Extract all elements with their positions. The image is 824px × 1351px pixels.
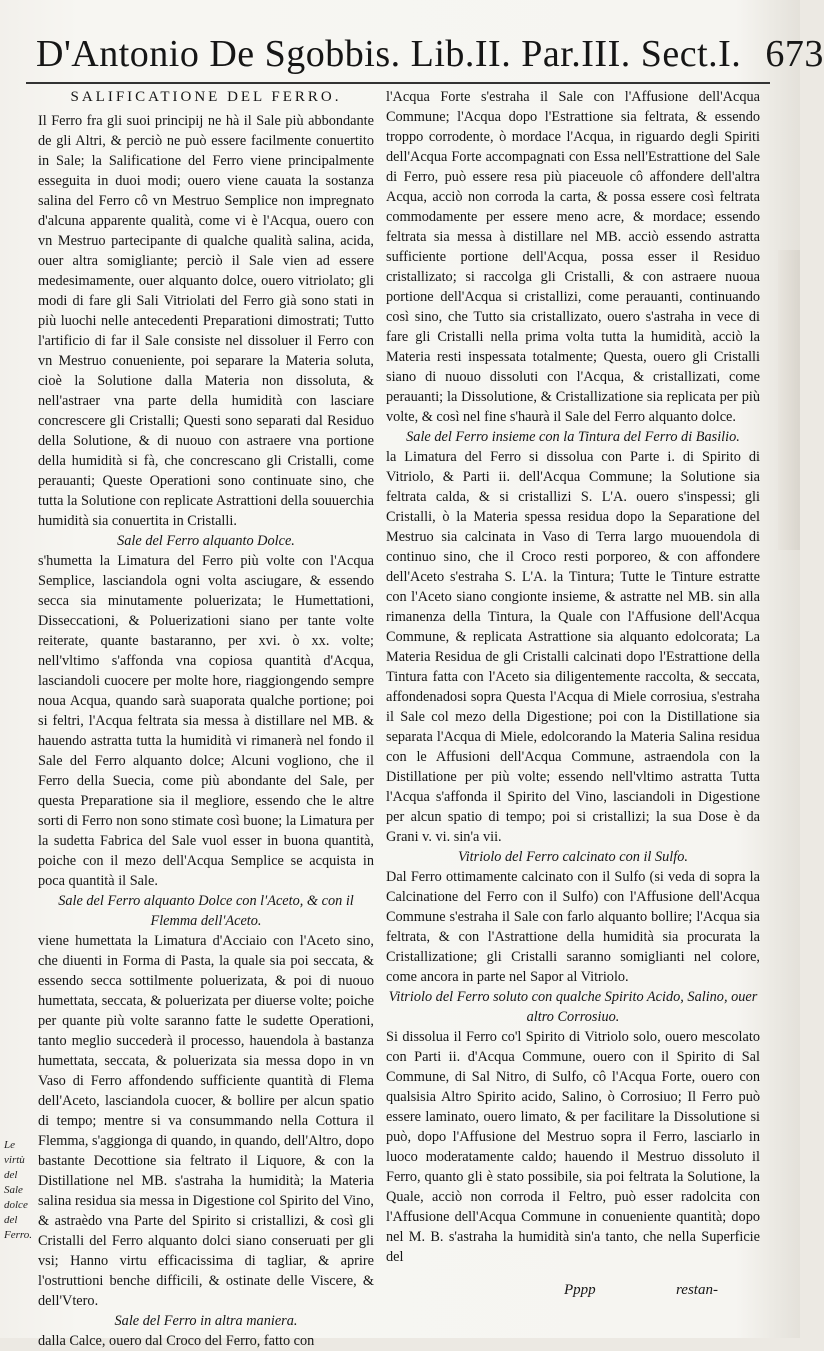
- section-heading: Sale del Ferro alquanto Dolce con l'Aceto, & con il Flemma dell'Aceto.: [58, 893, 354, 929]
- running-title: D'Antonio De Sgobbis. Lib.II. Par.III. Sect.I.: [36, 33, 742, 75]
- paragraph: s'humetta la Limatura del Ferro più volte con l'Acqua Semplice, lasciandola ogni volta asciugare, & essendo secca sia minutamente poluerizata; le Humettationi, Disseccationi, & Poluerizationi siano per tante volte reiterate, quante bastaranno, per xvi. ò xx. volte; nell'vltimo s'affonda vna copiosa quantità d'Acqua, lasciandoli cuocere per molte hore, riaggiongendo sempre noua Acqua, quando sarà suaporata qualche portione; poi si feltri, l'Acqua feltrata sia messa à distillare nel MB. & hauendo astratta tutta la humidità vi rimanerà nel fondo il Sale del Ferro alquanto dolce; Alcuni vogliono, che il Ferro della Suecia, come più abondante del Sale, per questa Preparatione sia il megliore, essendo che le altre sorti di Ferro non sono stimate così buone; la Limatura per la sudetta Fabrica del Sale vuol esser in buona quantità, poiche con il mezo dell'Acqua Semplice se acquista in poca quantità il Sale.: [38, 553, 374, 889]
- paragraph: dalla Calce, ouero dal Croco del Ferro, fatto con: [38, 1333, 315, 1349]
- paragraph: Il Ferro fra gli suoi principij ne hà il Sale più abbondante de gli Altri, & perciò ne può essere facilmente conuertito in Sale; la Salificatione del Ferro viene principalmente esseguita in duoi modi; ouero viene cauata la sostanza salina del Ferro cô vn Mestruo Semplice non impregnato d'alcuna apparente qualità, come vi è l'Acqua, ouero con vn Mestruo partecipante di qualche qualità salina, acida, ouer altra somigliante; perciò il Sale vien ad essere medesimamente, ouer alquanto dolce, ouero vitriolato; gli modi di fare gli Sali Vitriolati del Ferro già sono stati in più luochi nelle antecedenti Preparationi dimostrati; Tutto l'artificio di far il Sale consiste nel dissoluer il Ferro con vn Mestruo conueniente, poi separare la Materia soluta, cioè la Solutione dalla Materia non dissoluta, & nell'astraer vna parte della humidità con lasciare concrescere gli Cristalli; Questi sono separati dal Residuo della Solutione, & di nuouo con astraere vna portione della humidità si fà, che concrescano gli Cristalli, come perauanti; Queste Operationi sono continuate sino, che tutta la Solutione con replicate Astrattioni della souuerchia humidità sia conuertita in Cristalli.: [38, 113, 374, 529]
- page-edge: [778, 250, 800, 550]
- paragraph: viene humettata la Limatura d'Acciaio con l'Aceto sino, che diuenti in Forma di Pasta, la quale sia poi seccata, & essendo secca sottilmente poluerizata, & poi di nuouo humettata, seccata, & poluerizata per diuerse volte; poiche per quante più volte saranno fatte le sudette Operationi, tanto meglio succederà il processo, hauendola à bastanza humettata, seccata, & poluerizata sia messa dopo in vn Vaso di Ferro affondendo sufficiente quantità di Flema dell'Aceto, lasciandola cuocer, & bollire per alcun spatio di tempo; mentre si va consummando nella Cottura il Flemma, s'aggionga di quando, in quando, dell'Altro, dopo bastante Decottione sia feltrato il Liquore, & con la Distillatione nel MB. s'astraha la humidità; la Materia salina residua sia messa in Digestione col Spirito del Vino, & astraèdo vna Parte del Spirito si cristallizi, & così gli Cristalli del Ferro alquanto dolci siano conseruati per gli vsi; Hanno virtu efficacissima di tagliar, & aprire l'ostruttioni benche difficili, & ostinate delle Viscere, & dell'Vtero.: [38, 933, 374, 1309]
- paragraph: l'Acqua Forte s'estraha il Sale con l'Affusione dell'Acqua Commune; l'Acqua dopo l'Estrattione sia feltrata, & essendo troppo corrodente, ò mordace l'Acqua, in riguardo degli Spiriti dell'Acqua Forte accompagnati con Essa nell'Estrattione del Sale di Ferro, può essere resa più piaceuole cô affondere dell'altra Acqua, acciò non corroda la carta, & possa essere così feltrata commodamente per essere meno acre, & mordace; essendo feltrata sia messa à distillare nel MB. acciò essendo astratta sufficiente portione dell'Acqua, possa esser il Residuo cristallizato; si raccolga gli Cristalli, & con astraere nuoua portione dell'Acqua si cristallizi, come perauanti, continuando così sino, che Tutto sia cristallizato, ouero s'astraha in vece di fare gli Cristalli nella prima volta tutta la humidità, acciò la Materia resti inspessata totalmente; Questa, ouero gli Cristalli siano di nuouo dissoluti con l'Acqua, & cristallizati, come perauanti; la Dissolutione, & Cristallizatione sia replicata per più volte, & così nel fine s'haurà il Sale del Ferro alquanto dolce.: [386, 89, 760, 425]
- page-number: 673: [765, 33, 824, 75]
- paragraph: Si dissolua il Ferro co'l Spirito di Vitriolo solo, ouero mescolato con Parti ii. d'Acqua Commune, ouero con il Spirito di Sal Commune, di Sal Nitro, di Sulfo, cô l'Acqua Forte, ouero con qualsisia Altro Spirito acido, Salino, ò Corrosiuo; Il Ferro può essere laminato, ouero limato, & per facilitare la Dissolutione si può, dopo l'Affusione del Mestruo sopra il Ferro, lasciarlo in luoco moderatamente caldo; hauendo il Mestruo dissoluto il Ferro, quanto gli è stato possibile, sia poi feltrata la Solutione, la Quale, acciò non corroda il Feltro, può esser radolcita con l'Affusione dell'Acqua Commune in conueniente quantità; dopo nel M. B. s'astraha la humidità sin'a tanto, che nella Superficie del: [386, 1029, 760, 1265]
- section-heading: Sale del Ferro in altra maniera.: [114, 1313, 298, 1329]
- right-column: [386, 87, 760, 1277]
- catchword: restan-: [676, 1282, 718, 1298]
- running-header: [36, 32, 824, 82]
- paragraph: la Limatura del Ferro si dissolua con Parte i. di Spirito di Vitriolo, & Parti ii. dell'Acqua Commune; la Solutione sia feltrata calda, & si cristallizi S. L'A. ouero s'inspessi; gli Cristalli, ò la Materia spessa residua dopo la Separatione del Mestruo sia calcinata in Vaso di Terra largo muouendola di continuo sino, che il Croco resti porporeo, & con affondere dell'Aceto s'estraha S. L'A. la Tintura; Tutte le Tinture estratte con l'Aceto siano congionte insieme, & astratte nel MB. sin alla rimanenza della Tintura, la Quale con l'Affusione dell'Acqua Commune, & replicata Astrattione sia alquanto edolcorata; La Materia Residua de gli Cristalli calcinati dopo l'Estrattione della Tintura fatta con l'Aceto sia diligentemente raccolta, & seccata, affondenadosi sopra Questa l'Acqua di Miele corrosiua, s'estraha il Sale col mezo della Digestione; poi con la Distillatione sia separata l'Acqua di Miele, edolcorando la Materia Salina residua con le Affusioni dell'Acqua Commune, astraendola con la Distillatione per più volte; essendo nell'vltimo astratta Tutta l'Acqua s'affonda il Spirito del Vino, lasciandoli in Digestione per alcun spatio di tempo; poi si cristallizi; la sua Dose è da Grani v. vi. sin'a vii.: [386, 449, 760, 845]
- signature-mark: Pppp: [564, 1282, 596, 1298]
- section-heading: Sale del Ferro insieme con la Tintura del Ferro di Basilio.: [406, 429, 740, 445]
- margin-note: Le virtù del Sale dolce del Ferro.: [4, 1139, 33, 1241]
- section-heading: SALIFICATIONE DEL FERRO.: [70, 89, 342, 105]
- section-heading: Vitriolo del Ferro soluto con qualche Spirito Acido, Salino, ouer altro Corrosiuo.: [388, 989, 758, 1025]
- header-rule: [26, 82, 770, 84]
- section-heading: Vitriolo del Ferro calcinato con il Sulfo.: [458, 849, 688, 865]
- section-heading: Sale del Ferro alquanto Dolce.: [117, 533, 295, 549]
- left-column: [38, 87, 374, 1349]
- paragraph: Dal Ferro ottimamente calcinato con il Sulfo (si veda di sopra la Calcinatione del Ferro con il Sulfo) con l'Affusione dell'Acqua Commune s'estraha il Sale con farlo alquanto bollire; l'Acqua sia feltrata, & con l'Astrattione della humidità sia procurata la Cristallizatione; gli Cristalli saranno somiglianti nel colore, come ancora in parte nel Sapor al Vitriolo.: [386, 869, 760, 985]
